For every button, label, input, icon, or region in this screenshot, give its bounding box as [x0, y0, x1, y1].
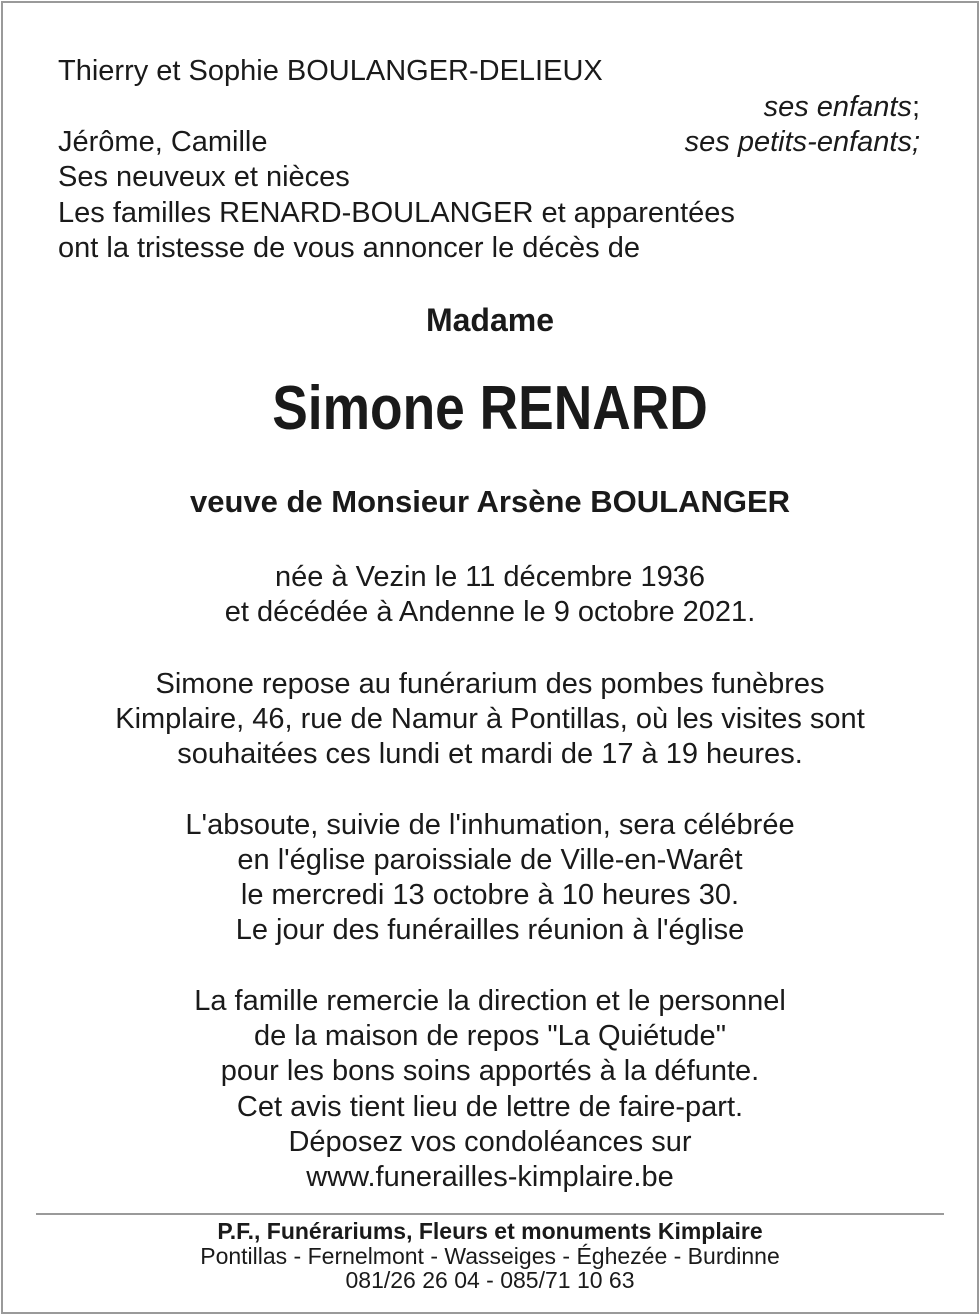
visitation-line: Kimplaire, 46, rue de Namur à Pontillas, où les visites sont	[115, 703, 865, 735]
families-line: Les familles RENARD-BOULANGER et apparentées	[58, 197, 735, 229]
footer-divider	[36, 1213, 944, 1215]
children-label: ses enfants;	[763, 91, 920, 123]
ceremony-line: en l'église paroissiale de Ville-en-Warêt	[237, 844, 743, 876]
condolences-website-link[interactable]: www.funerailles-kimplaire.be	[306, 1161, 674, 1193]
thanks-line: Cet avis tient lieu de lettre de faire-part.	[236, 1091, 744, 1123]
children-names: Thierry et Sophie BOULANGER-DELIEUX	[58, 55, 603, 87]
footer-phones: 081/26 26 04 - 085/71 10 63	[345, 1267, 635, 1293]
grandchildren-names: Jérôme, Camille	[58, 126, 268, 158]
widow-of-line: veuve de Monsieur Arsène BOULANGER	[189, 484, 791, 519]
deceased-name: Simone RENARD	[272, 374, 708, 443]
thanks-line: Déposez vos condoléances sur	[288, 1126, 692, 1158]
thanks-line: La famille remercie la direction et le personnel	[194, 985, 786, 1017]
thanks-line: pour les bons soins apportés à la défunte.	[220, 1055, 760, 1087]
death-line: et décédée à Andenne le 9 octobre 2021.	[224, 596, 756, 628]
visitation-line: Simone repose au funérarium des pombes funèbres	[155, 668, 825, 700]
announcement-line: ont la tristesse de vous annoncer le décès de	[58, 232, 640, 264]
ceremony-line: le mercredi 13 octobre à 10 heures 30.	[240, 879, 740, 911]
visitation-line: souhaitées ces lundi et mardi de 17 à 19 heures.	[177, 738, 803, 770]
footer-company: P.F., Funérariums, Fleurs et monuments Kimplaire	[217, 1218, 763, 1244]
nephews-line: Ses neuveux et nièces	[58, 161, 350, 193]
deceased-title: Madame	[425, 302, 555, 338]
birth-line: née à Vezin le 11 décembre 1936	[275, 561, 705, 593]
ceremony-line: Le jour des funérailles réunion à l'église	[235, 914, 745, 946]
grandchildren-label: ses petits-enfants;	[684, 126, 920, 158]
thanks-line: de la maison de repos "La Quiétude"	[253, 1020, 726, 1052]
ceremony-line: L'absoute, suivie de l'inhumation, sera célébrée	[185, 809, 795, 841]
footer-locations: Pontillas - Fernelmont - Wasseiges - Éghezée - Burdinne	[200, 1243, 780, 1269]
